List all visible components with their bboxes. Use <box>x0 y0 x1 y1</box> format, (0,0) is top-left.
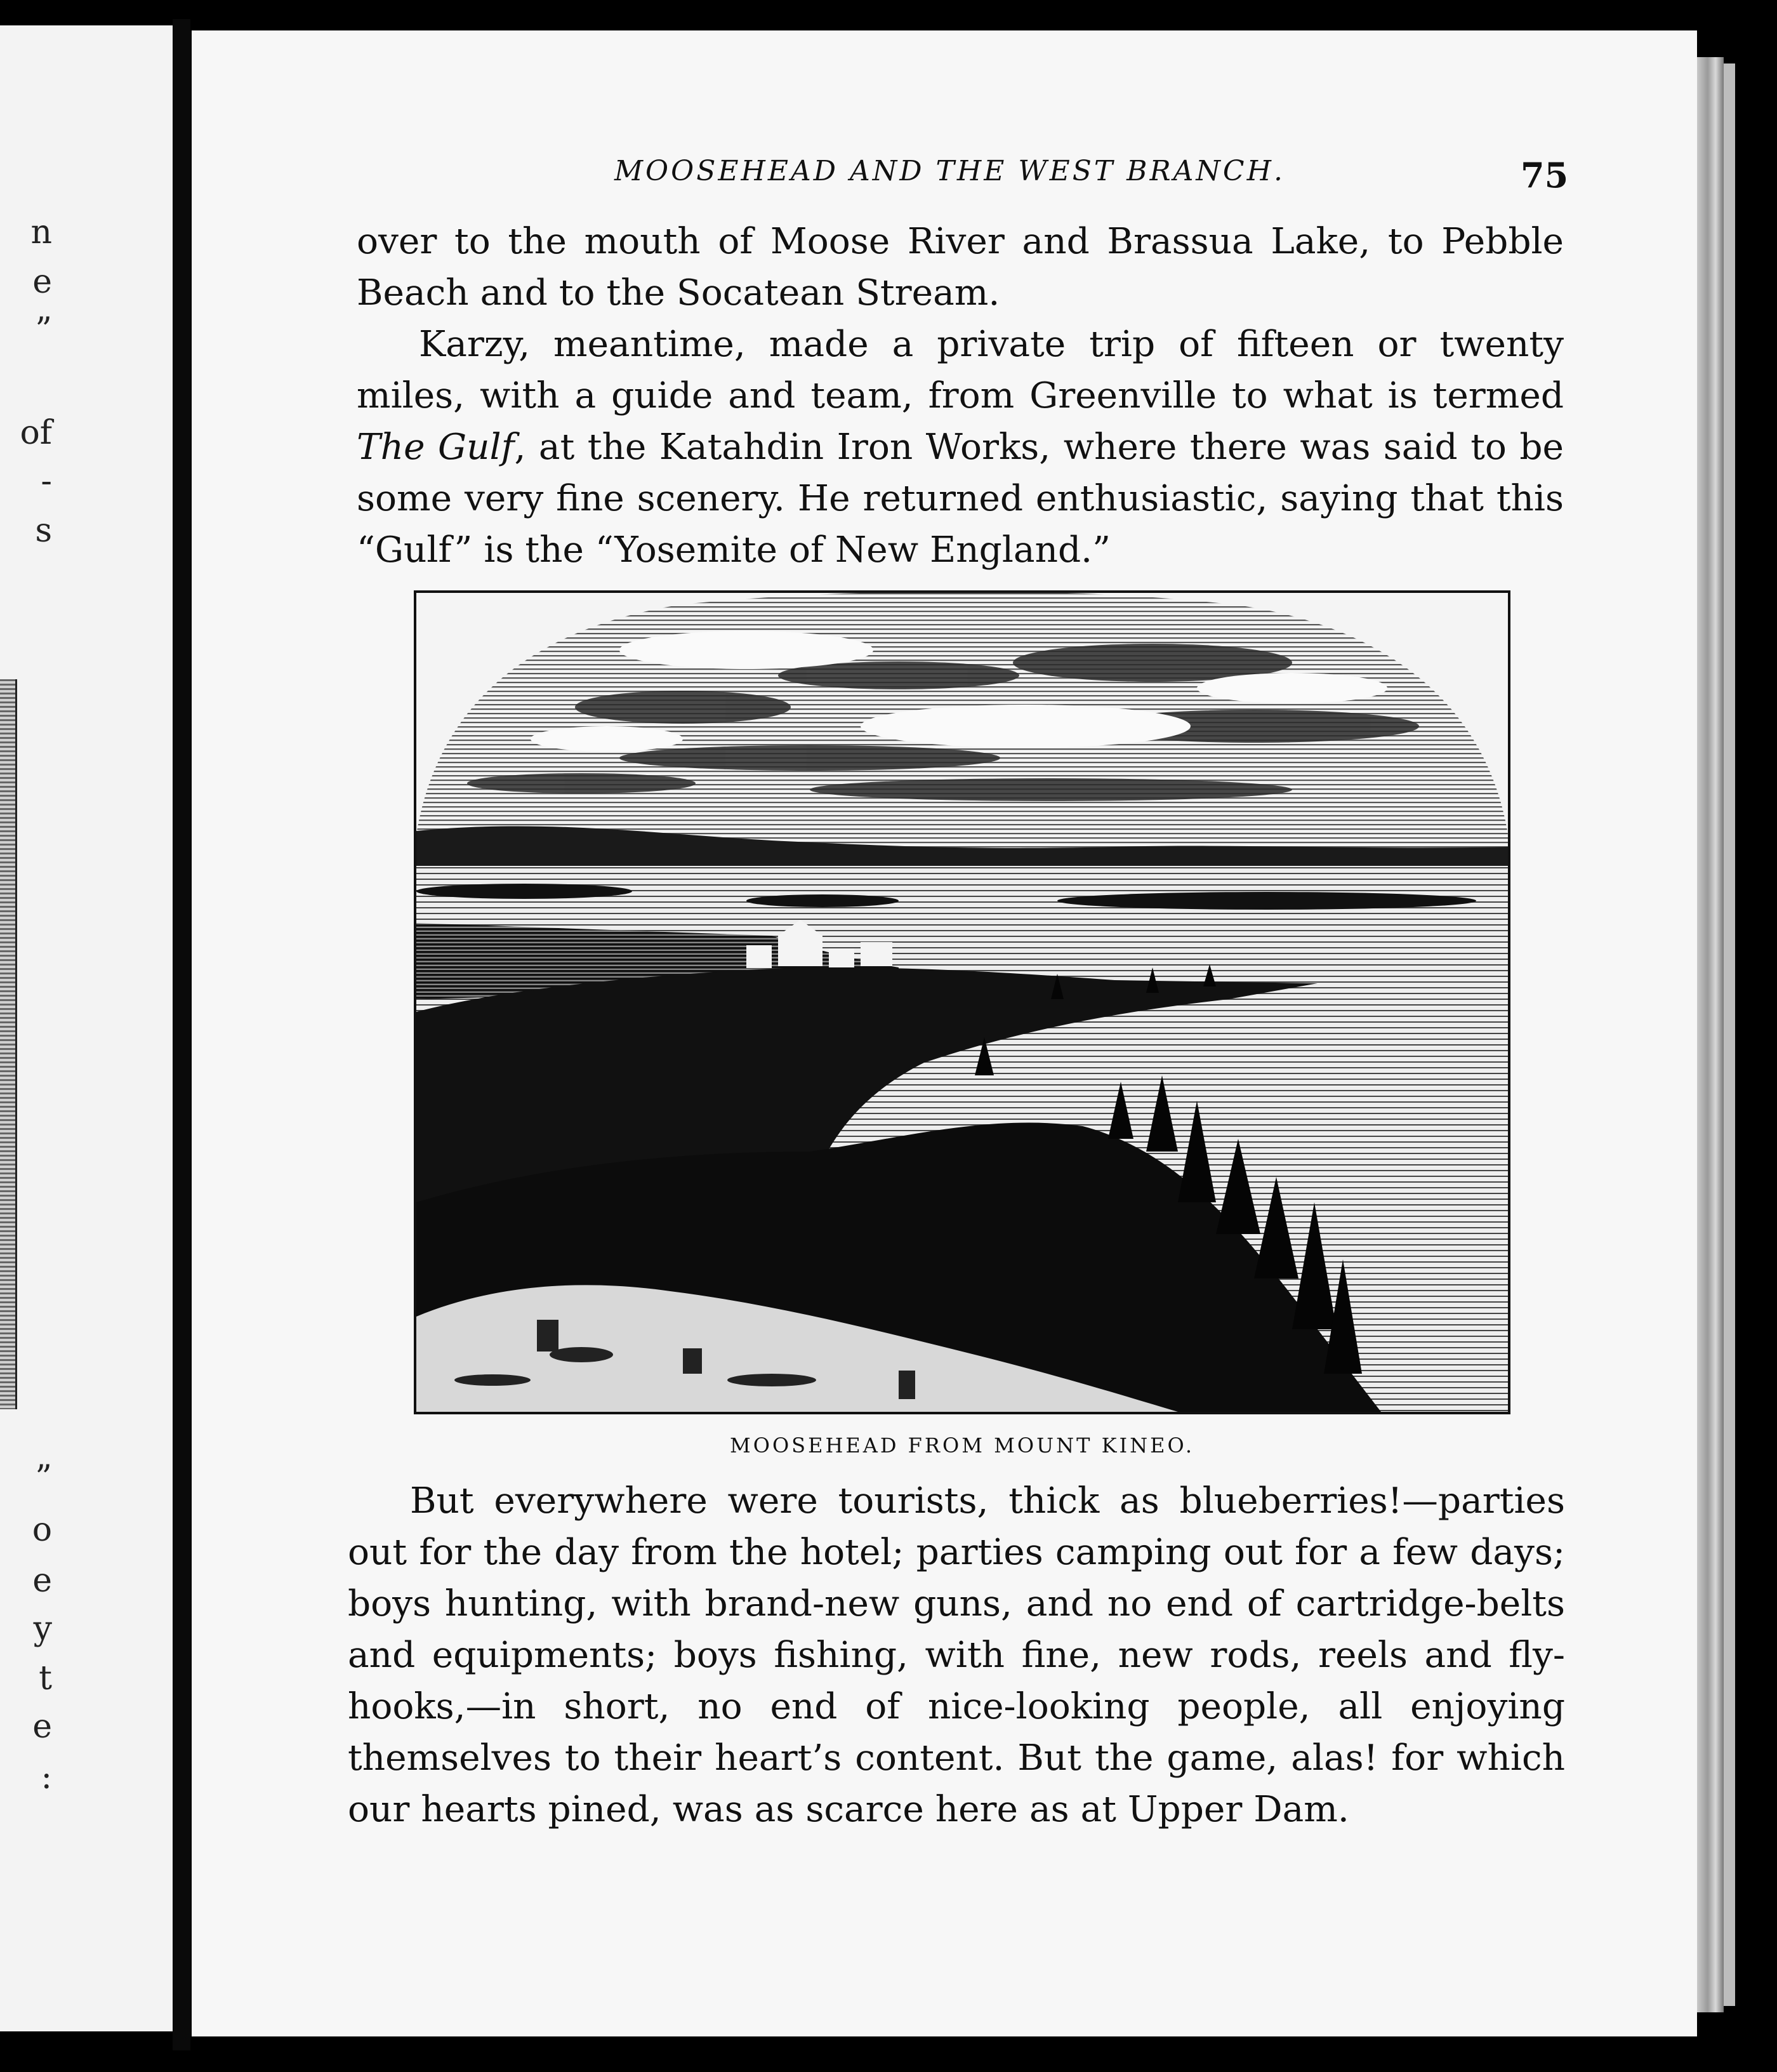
fragment-char: e <box>32 1708 52 1746</box>
engraving-illustration <box>414 590 1510 1414</box>
paragraph-text: But everywhere were tourists, thick as blueberries!—parties out for the day from the hotel; parties camping out for a few days; boys hunting, with brand-new guns, and no end of cartridge-belts and equipments; boys fishing, with fine, new rods, reels and fly-hooks,—in short, no end of nice-looking people, all enjoying themselves to their heart’s content. But the game, alas! for which our hearts pined, was as scarce here as at Upper Dam. <box>348 1480 1565 1830</box>
figure-caption: MOOSEHEAD FROM MOUNT KINEO. <box>729 1433 1195 1458</box>
fragment-char: n <box>30 213 52 251</box>
previous-page-illustration-edge <box>0 679 17 1409</box>
paragraph <box>348 1475 1565 1835</box>
running-head: MOOSEHEAD AND THE WEST BRANCH. <box>614 155 1285 187</box>
italic-title: The Gulf <box>357 427 515 468</box>
fragment-char: e <box>32 1562 52 1600</box>
book-gutter <box>173 19 190 2050</box>
paragraph-text: Karzy, meantime, made a private trip of fifteen or twenty miles, with a guide and team, from Greenville to what is termed <box>357 324 1564 416</box>
page-block-edge <box>1697 57 1724 2012</box>
fragment-char: ” <box>35 1459 52 1497</box>
page-block-edge-inner <box>1724 63 1735 2006</box>
paragraph-text: over to the mouth of Moose River and Brassua Lake, to Pebble Beach and to the Socatean Stream. <box>357 221 1564 314</box>
body-text-bottom <box>348 1475 1565 1835</box>
fragment-char: : <box>41 1758 52 1796</box>
fragment-char: ” <box>35 311 52 349</box>
paragraph-text: , at the Katahdin Iron Works, where there was said to be some very fine scenery. He returned enthusiastic, saying that this “Gulf” is the “Yosemite of New England.” <box>357 427 1564 571</box>
fragment-char: t <box>39 1659 52 1697</box>
fragment-char: e <box>32 263 52 301</box>
fragment-char: y <box>33 1610 52 1648</box>
page-number: 75 <box>1521 155 1569 196</box>
paragraph <box>357 319 1564 576</box>
fragment-char: o <box>32 1511 52 1549</box>
fragment-char: - <box>41 462 52 500</box>
paragraph <box>357 216 1564 319</box>
fragment-char: s <box>35 512 52 550</box>
previous-page-fragment <box>0 25 173 2031</box>
body-text-top <box>357 216 1564 576</box>
fragment-char: of <box>20 414 52 452</box>
